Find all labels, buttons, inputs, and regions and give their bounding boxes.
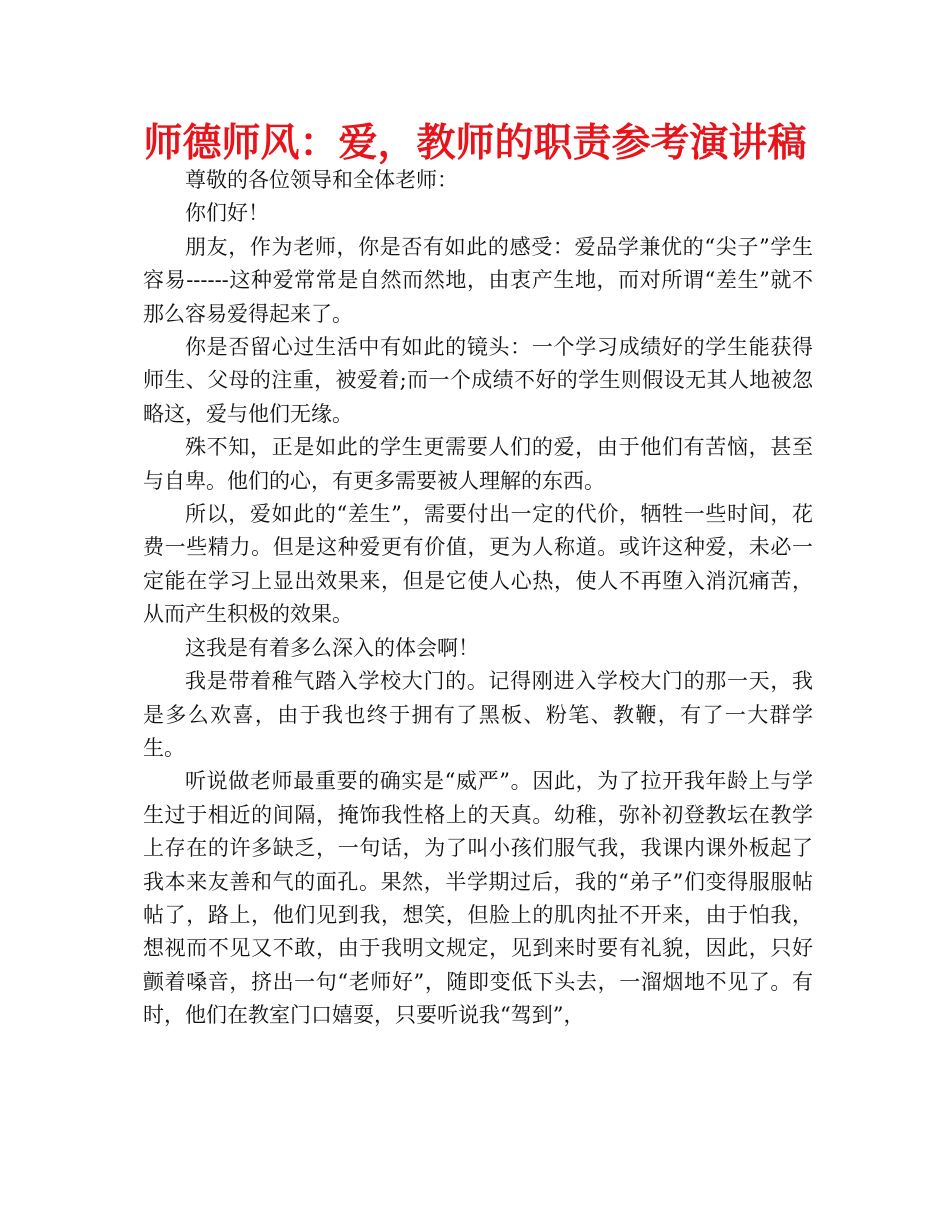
paragraph: 听说做老师最重要的确实是“威严”。因此，为了拉开我年龄上与学生过于相近的间隔，掩饰我性格上的天真。幼稚，弥补初登教坛在教学上存在的许多缺乏，一句话，为了叫小孩们服气我，我课内课外板起了我本来友善和气的面孔。果然，半学期过后，我的“弟子”们变得服服帖帖了，路上，他们见到我，想笑，但脸上的肌肉扯不开来，由于怕我，想视而不见又不敢，由于我明文规定，见到来时要有礼貌，因此，只好颤着嗓音，挤出一句“老师好”，随即变低下头去，一溜烟地不见了。有时，他们在教室门口嬉耍，只要听说我“驾到”， <box>143 769 813 1028</box>
greeting: 你们好！ <box>185 201 269 226</box>
document-title: 师德师风：爱，教师的职责参考演讲稿 <box>143 121 807 166</box>
paragraph: 我是带着稚气踏入学校大门的。记得刚进入学校大门的那一天，我是多么欢喜，由于我也终于拥有了黑板、粉笔、教鞭，有了一大群学生。 <box>143 669 813 760</box>
document-body <box>143 164 813 1033</box>
paragraph: 这我是有着多么深入的体会啊！ <box>185 635 479 660</box>
paragraph: 你是否留心过生活中有如此的镜头：一个学习成绩好的学生能获得师生、父母的注重，被爱着;而一个成绩不好的学生则假设无其人地被忽略这，爱与他们无缘。 <box>143 335 813 426</box>
salutation: 尊敬的各位领导和全体老师： <box>185 168 458 192</box>
paragraph: 朋友，作为老师，你是否有如此的感受：爱品学兼优的“尖子”学生容易------这种爱常常是自然而然地，由衷产生地，而对所谓“差生”就不那么容易爱得起来了。 <box>143 234 813 326</box>
paragraph: 所以，爱如此的“差生”，需要付出一定的代价，牺牲一些时间，花费一些精力。但是这种爱更有价值，更为人称道。或许这种爱，未必一定能在学习上显出效果来，但是它使人心热，使人不再堕入消沉痛苦，从而产生积极的效果。 <box>143 502 813 627</box>
paragraph: 殊不知，正是如此的学生更需要人们的爱，由于他们有苦恼，甚至与自卑。他们的心，有更多需要被人理解的东西。 <box>143 435 813 493</box>
